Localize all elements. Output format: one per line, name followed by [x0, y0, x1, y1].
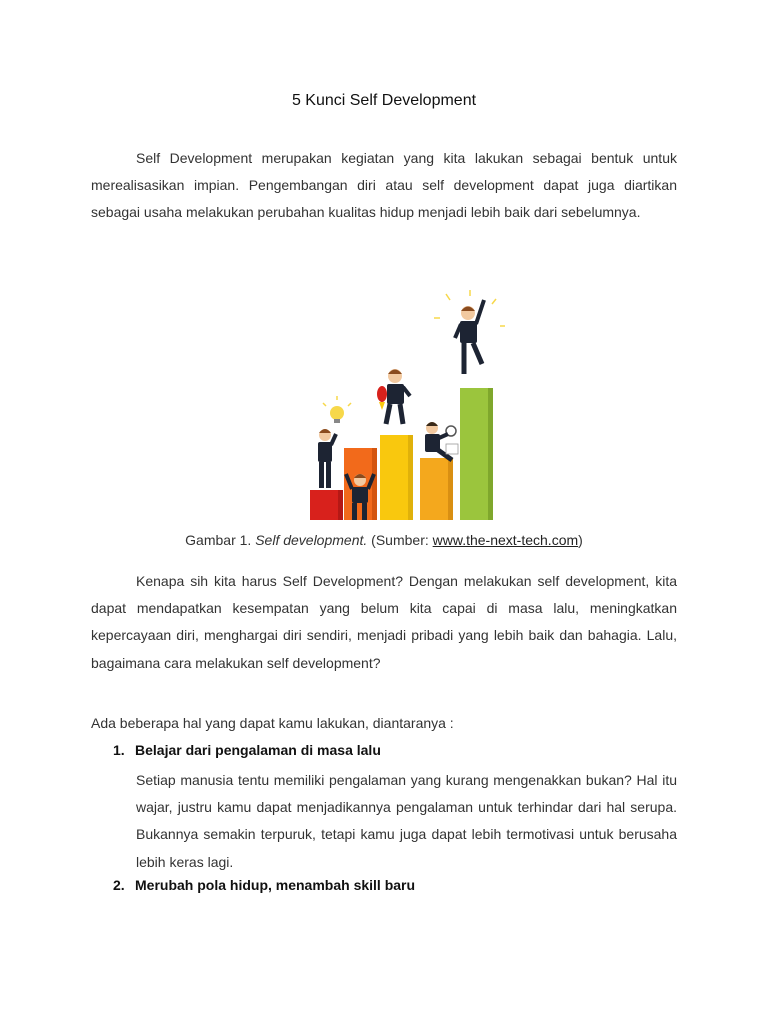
businessman-1	[318, 429, 336, 488]
list-item-1-title: Belajar dari pengalaman di masa lalu	[135, 742, 381, 758]
self-development-illustration	[300, 288, 505, 524]
list-item-2-number: 2.	[113, 877, 125, 893]
caption-source-open: (Sumber:	[367, 532, 433, 548]
list-item-1-body: Setiap manusia tentu memiliki pengalaman yang kurang mengenakkan bukan? Hal itu wajar, justru kamu dapat menjadikannya pengalaman untuk terhindar dari hal serupa. Bukannya semakin terpuruk, tetapi kamu juga dapat lebih termotivasi untuk berusaha lebih keras lagi.	[136, 772, 677, 870]
page-title: 5 Kunci Self Development	[291, 92, 477, 109]
list-item-2-heading	[113, 877, 415, 893]
figure-caption	[0, 532, 768, 548]
why-paragraph	[91, 568, 677, 677]
list-item-2-title: Merubah pola hidup, menambah skill baru	[135, 877, 416, 893]
intro-paragraph-text: Self Development merupakan kegiatan yang kita lakukan sebagai bentuk untuk merealisasikan impian. Pengembangan diri atau self development dapat juga diartikan sebagai usaha melakukan perubahan kualitas hidup menjadi lebih baik dari sebelumnya.	[91, 150, 677, 221]
businessman-4	[425, 422, 458, 460]
caption-prefix: Gambar 1.	[185, 532, 256, 548]
list-item-1-number: 1.	[113, 742, 125, 758]
caption-close: )	[578, 532, 583, 548]
list-item-1-heading	[113, 742, 381, 758]
caption-italic: Self development.	[255, 532, 368, 548]
businessman-5	[434, 290, 505, 374]
caption-source-link[interactable]: www.the-next-tech.com	[432, 532, 579, 548]
list-intro: Ada beberapa hal yang dapat kamu lakukan, diantaranya :	[91, 715, 454, 731]
businessman-3	[377, 369, 410, 424]
light-bulb-icon	[323, 396, 351, 423]
why-paragraph-text: Kenapa sih kita harus Self Development? Dengan melakukan self development, kita dapat mendapatkan kesempatan yang belum kita capai di masa lalu, meningkatkan kepercayaan diri, menghargai diri sendiri, menjadi pribadi yang lebih baik dan bahagia. Lalu, bagaimana cara melakukan self development?	[91, 573, 677, 671]
intro-paragraph	[91, 145, 677, 227]
